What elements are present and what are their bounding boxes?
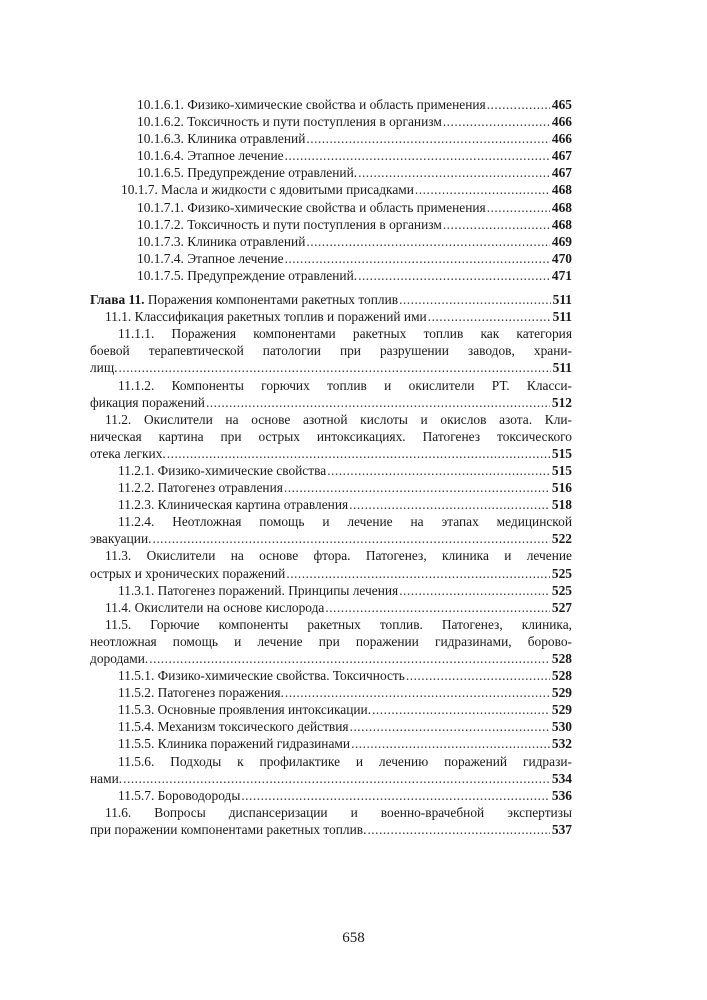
chapter-label: Глава 11. (90, 292, 145, 308)
dot-leader (284, 479, 550, 496)
toc-entry[interactable] (90, 181, 572, 198)
toc-page-number: 528 (551, 651, 572, 666)
dot-leader (428, 308, 551, 325)
toc-entry[interactable] (90, 718, 572, 735)
dot-leader (358, 267, 550, 284)
toc-entry-text-line: 11.1.1. Поражения компонентами ракетных топлив как категория (118, 326, 572, 342)
dot-leader (406, 667, 550, 684)
toc-entry-title: 10.1.6.5. Предупреждение отравлений. (137, 165, 358, 181)
dot-leader (306, 130, 550, 147)
toc-entry[interactable] (90, 216, 572, 233)
toc-entry-title: 10.1.7.4. Этапное лечение (137, 250, 284, 266)
toc-entry[interactable] (90, 547, 572, 581)
toc-page-number: 532 (551, 736, 572, 752)
toc-entry-title: 11.1. Классификация ракетных топлив и поражений ими (105, 309, 427, 325)
toc-entry[interactable] (90, 250, 572, 267)
dot-leader (167, 445, 550, 462)
dot-leader (306, 233, 550, 250)
toc-entry[interactable] (90, 233, 572, 250)
toc-page-number: 467 (551, 148, 572, 164)
toc-entry-title: 10.1.6.4. Этапное лечение (137, 148, 284, 164)
toc-entry-text-line: 11.5. Горючие компоненты ракетных топлив. Патогенез, клиника, (105, 616, 572, 632)
toc-entry[interactable] (90, 804, 572, 838)
toc-entry-title: 10.1.7. Масла и жидкости с ядовитыми присадками (121, 182, 414, 198)
dot-leader (487, 199, 550, 216)
dot-leader (149, 650, 550, 667)
toc-entry[interactable] (90, 616, 572, 667)
toc-entry[interactable] (90, 377, 572, 411)
dot-leader (285, 250, 550, 267)
dot-leader (443, 113, 550, 130)
dot-leader (372, 701, 550, 718)
toc-entry[interactable] (90, 582, 572, 599)
toc-page-number: 468 (551, 216, 572, 232)
toc-entry-title: 10.1.7.2. Токсичность и пути поступления в организм (137, 216, 442, 232)
dot-leader (327, 462, 550, 479)
toc-page-number: 528 (551, 668, 572, 684)
toc-page-number: 525 (551, 565, 572, 581)
toc-entry[interactable] (90, 291, 572, 308)
toc-page-number: 518 (551, 497, 572, 513)
toc-page-number: 522 (551, 531, 572, 547)
toc-entry[interactable] (90, 411, 572, 462)
toc-entry-title: лищ. (90, 360, 118, 376)
toc-entry-title: отека легких. (90, 445, 166, 461)
dot-leader (285, 684, 550, 701)
toc-entry-title: 11.2.2. Патогенез отравления (118, 480, 283, 496)
dot-leader (350, 718, 550, 735)
dot-leader (152, 530, 549, 547)
toc-page-number: 511 (552, 360, 572, 376)
dot-leader (119, 359, 551, 376)
toc-page-number: 512 (551, 394, 572, 410)
toc-entry-title: 11.5.5. Клиника поражений гидразинами (118, 736, 351, 752)
toc-entry-title: 10.1.7.1. Физико-химические свойства и область применения (137, 199, 486, 215)
toc-entry-text-line: 11.3. Окислители на основе фтора. Патогенез, клиника и лечение (105, 548, 572, 564)
toc-entry-title: нами. (90, 770, 123, 786)
dot-leader (443, 216, 550, 233)
toc-page-number: 466 (551, 131, 572, 147)
toc-entry-title: 11.5.7. Бороводороды (118, 787, 241, 803)
toc-page-number: 468 (551, 182, 572, 198)
toc-entry-title: 11.2.1. Физико-химические свойства (118, 462, 327, 478)
toc-entry[interactable] (90, 701, 572, 718)
dot-leader (487, 96, 550, 113)
toc-entry-title: дородами. (90, 651, 149, 666)
dot-leader (367, 821, 549, 838)
toc-entry[interactable] (90, 147, 572, 164)
table-of-contents (90, 96, 572, 838)
toc-entry[interactable] (90, 130, 572, 147)
toc-page-number: 470 (551, 250, 572, 266)
toc-page-number: 468 (551, 199, 572, 215)
toc-entry[interactable] (90, 308, 572, 325)
toc-entry[interactable] (90, 684, 572, 701)
dot-leader (399, 291, 551, 308)
toc-entry-title: 11.5.2. Патогенез поражения. (118, 685, 284, 701)
section-gap (90, 284, 572, 291)
toc-page-number: 515 (551, 445, 572, 461)
toc-page-number: 534 (551, 770, 572, 786)
toc-entry-text-line: 11.5.6. Подходы к профилактике и лечению поражений гидрази- (118, 753, 572, 769)
toc-entry-title: фикация поражений (90, 394, 205, 410)
dot-leader (325, 599, 550, 616)
toc-entry-title: острых и хронических поражений (90, 565, 286, 581)
toc-entry-title: 11.3.1. Патогенез поражений. Принципы лечения (118, 582, 399, 598)
toc-page-number: 511 (552, 292, 572, 308)
toc-entry[interactable] (90, 479, 572, 496)
toc-entry-title: 11.4. Окислители на основе кислорода (105, 599, 325, 615)
toc-entry[interactable] (90, 753, 572, 787)
toc-page-number: 529 (551, 685, 572, 701)
toc-entry-text-line: ническая картина при острых интоксикациях. Патогенез токсического (90, 428, 572, 444)
toc-entry-title: эвакуации. (90, 531, 152, 547)
toc-page-number: 536 (551, 787, 572, 803)
toc-page-number: 466 (551, 114, 572, 130)
toc-entry[interactable] (90, 599, 572, 616)
toc-page-number: 525 (551, 582, 572, 598)
toc-entry-title: 10.1.7.3. Клиника отравлений (137, 233, 306, 249)
toc-entry[interactable] (90, 325, 572, 376)
toc-page-number: 527 (551, 599, 572, 615)
toc-entry[interactable] (90, 496, 572, 513)
page-number: 658 (342, 930, 365, 946)
toc-entry-title: 11.5.3. Основные проявления интоксикации. (118, 702, 372, 718)
toc-entry-title: 10.1.6.1. Физико-химические свойства и область применения (137, 97, 486, 112)
toc-entry-text-line: 11.1.2. Компоненты горючих топлив и окислители РТ. Класси- (118, 377, 572, 393)
toc-entry-text-line: 11.2.4. Неотложная помощь и лечение на этапах медицинской (118, 514, 572, 530)
toc-entry-text-line: 11.6. Вопросы диспансеризации и военно-врачебной экспертизы (105, 804, 572, 820)
toc-entry[interactable] (90, 667, 572, 684)
toc-entry-title: 10.1.6.2. Токсичность и пути поступления в организм (137, 114, 442, 130)
toc-page-number: 530 (551, 719, 572, 735)
toc-page-number: 465 (551, 97, 572, 112)
toc-entry[interactable] (90, 164, 572, 181)
toc-entry[interactable] (90, 462, 572, 479)
toc-entry-title: 11.2.3. Клиническая картина отравления (118, 497, 349, 513)
dot-leader (241, 787, 550, 804)
toc-entry[interactable] (90, 787, 572, 804)
toc-entry[interactable] (90, 199, 572, 216)
dot-leader (349, 496, 550, 513)
dot-leader (358, 164, 550, 181)
toc-entry-title: 11.5.4. Механизм токсического действия (118, 719, 349, 735)
dot-leader (206, 394, 550, 411)
toc-entry-title: 10.1.6.3. Клиника отравлений (137, 131, 306, 147)
dot-leader (123, 770, 550, 787)
toc-page-number: 516 (551, 480, 572, 496)
toc-page-number: 511 (552, 309, 572, 325)
toc-entry[interactable] (90, 267, 572, 284)
toc-page-number: 467 (551, 165, 572, 181)
toc-entry[interactable] (90, 96, 572, 113)
dot-leader (351, 735, 550, 752)
toc-entry-title: при поражении компонентами ракетных топлив. (90, 821, 367, 837)
toc-entry[interactable] (90, 735, 572, 752)
dot-leader (285, 147, 550, 164)
chapter-title: Поражения компонентами ракетных топлив (144, 292, 399, 308)
toc-entry-title (90, 291, 398, 308)
toc-entry-text-line: неотложная помощь и лечение при поражении гидразинами, борово- (90, 633, 572, 649)
toc-entry[interactable] (90, 513, 572, 547)
toc-entry-text-line: боевой терапевтической патологии при разрушении заводов, храни- (90, 343, 572, 359)
toc-page-number: 529 (551, 702, 572, 718)
toc-entry-title: 10.1.7.5. Предупреждение отравлений. (137, 267, 358, 283)
dot-leader (399, 582, 550, 599)
dot-leader (286, 565, 550, 582)
toc-page-number: 515 (551, 462, 572, 478)
dot-leader (415, 181, 550, 198)
toc-entry[interactable] (90, 113, 572, 130)
toc-entry-text-line: 11.2. Окислители на основе азотной кислоты и окислов азота. Кли- (105, 411, 572, 427)
toc-page-number: 537 (551, 821, 572, 837)
toc-entry-title: 11.5.1. Физико-химические свойства. Токсичность (118, 668, 405, 684)
toc-page-number: 471 (551, 267, 572, 283)
toc-page-number: 469 (551, 233, 572, 249)
